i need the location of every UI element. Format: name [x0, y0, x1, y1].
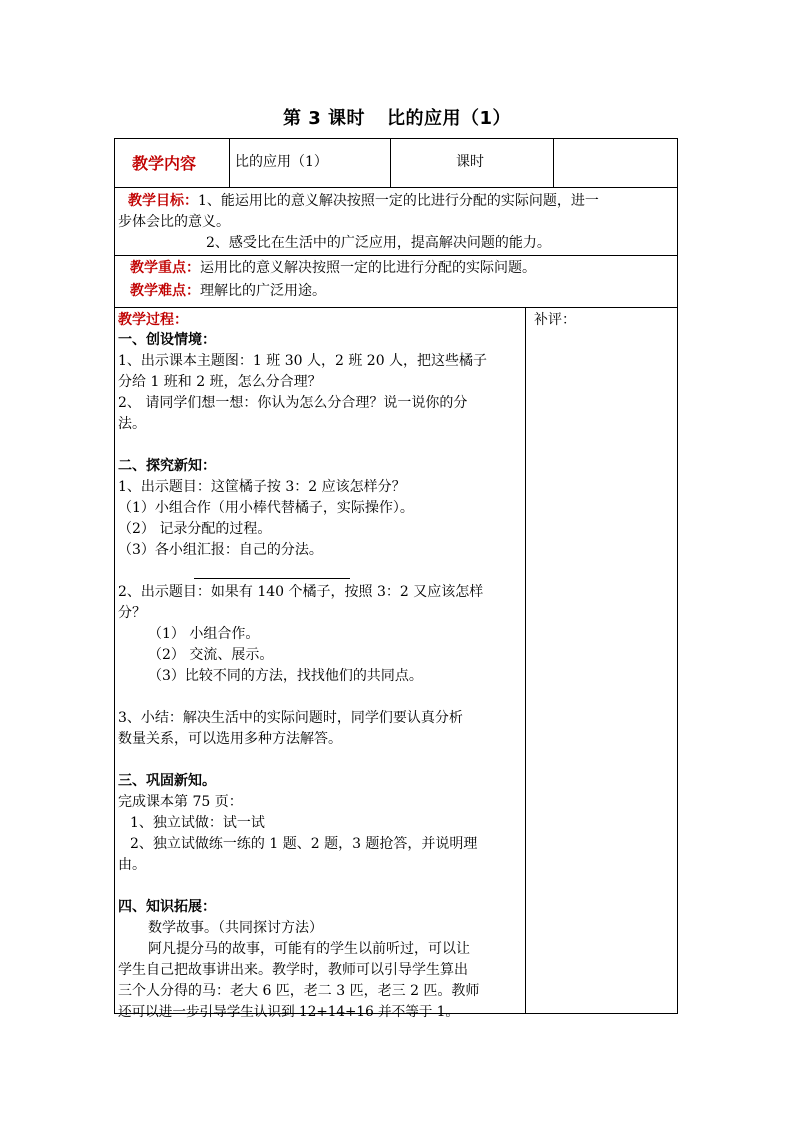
difficulty-text: 理解比的广泛用途。 [200, 283, 326, 299]
row-divider-2 [114, 255, 678, 256]
s2-line-5: 2、出示题目：如果有 140 个橘子，按照 3：2 又应该怎样 [118, 584, 484, 600]
s2-line-6: 分？ [118, 605, 146, 621]
s2-line-8: （2） 交流、展示。 [148, 647, 274, 663]
s1-line-3: 2、 请同学们想一想：你认为怎么分合理？说一说你的分 [118, 395, 468, 411]
s4-line-3: 学生自己把故事讲出来。教学时，教师可以引导学生算出 [118, 962, 468, 978]
s4-line-1: 数学故事。（共同探讨方法） [148, 920, 323, 936]
s4-line-2: 阿凡提分马的故事，可能有的学生以前听过，可以让 [148, 941, 470, 957]
difficulty-label: 教学难点： [130, 283, 200, 299]
section-2-heading: 二、探究新知： [118, 458, 216, 474]
key-point-text: 运用比的意义解决按照一定的比进行分配的实际问题。 [200, 260, 536, 276]
col-divider-3 [553, 138, 554, 187]
lesson-topic: 比的应用（1） [387, 108, 512, 129]
col-divider-comments [525, 307, 526, 1014]
page-title [0, 104, 794, 130]
s1-line-4: 法。 [118, 416, 146, 432]
s3-line-1: 完成课本第 75 页： [118, 794, 243, 810]
s2-line-10: 3、小结：解决生活中的实际问题时，同学们要认真分析 [118, 710, 463, 726]
s4-line-4: 三个人分得的马：老大 6 匹，老二 3 匹，老三 2 匹。教师 [118, 983, 480, 999]
lesson-number: 第 3 课时 [282, 108, 366, 129]
goals-line-1b: 步体会比的意义。 [118, 214, 230, 230]
key-point-line [130, 258, 536, 279]
goals-line-2: 2、感受比在生活中的广泛应用，提高解决问题的能力。 [206, 235, 551, 251]
comment-label: 补评： [534, 312, 576, 328]
section-4-heading: 四、知识拓展： [118, 899, 216, 915]
s2-line-1: 1、出示题目：这筐橘子按 3：2 应该怎样分？ [118, 479, 406, 495]
row-divider-3 [114, 307, 678, 308]
difficulty-line [130, 281, 326, 302]
goals-text-1: 1、能运用比的意义解决按照一定的比进行分配的实际问题，进一 [198, 193, 599, 209]
s2-line-2: （1）小组合作（用小棒代替橘子，实际操作）。 [118, 500, 414, 516]
content-topic: 比的应用（1） [235, 154, 328, 170]
section-3-heading: 三、巩固新知。 [118, 773, 216, 789]
s2-line-4: （3）各小组汇报：自己的分法。 [118, 542, 323, 558]
key-point-label: 教学重点： [130, 260, 200, 276]
s1-line-1: 1、出示课本主题图：1 班 30 人，2 班 20 人，把这些橘子 [118, 353, 488, 369]
section-1-heading: 一、创设情境： [118, 332, 216, 348]
s2-line-7: （1） 小组合作。 [148, 626, 260, 642]
goals-line-1 [128, 191, 599, 212]
s3-line-3: 2、独立试做练一练的 1 题、2 题，3 题抢答，并说明理 [130, 836, 478, 852]
answer-line [194, 578, 350, 579]
s4-line-5: 还可以进一步引导学生认识到 12+14+16 并不等于 1。 [118, 1004, 459, 1020]
s2-line-9: （3）比较不同的方法，找找他们的共同点。 [148, 668, 423, 684]
s2-line-11: 数量关系，可以选用多种方法解答。 [118, 731, 342, 747]
s3-line-2: 1、独立试做：试一试 [130, 815, 265, 831]
s1-line-2: 分给 1 班和 2 班，怎么分合理？ [118, 374, 322, 390]
col-divider-2 [390, 138, 391, 187]
s3-line-4: 由。 [118, 857, 146, 873]
period-label: 课时 [456, 154, 484, 170]
goals-label: 教学目标： [128, 193, 198, 209]
content-label: 教学内容 [132, 154, 197, 173]
row-divider-1 [114, 187, 678, 188]
process-label: 教学过程： [118, 312, 188, 328]
s2-line-3: （2） 记录分配的过程。 [118, 521, 272, 537]
col-divider-1 [229, 138, 230, 187]
